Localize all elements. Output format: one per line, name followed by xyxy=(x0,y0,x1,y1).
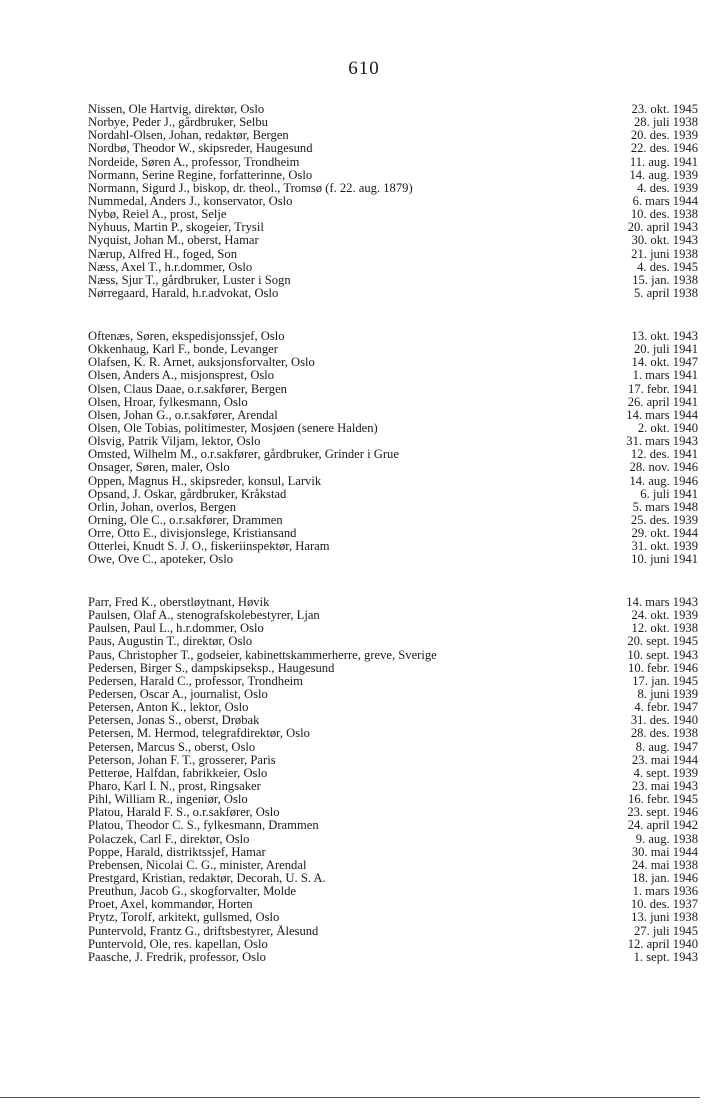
entry-name: Pharo, Karl I. N., prost, Ringsaker xyxy=(88,779,261,793)
entry-date: 22. des. 1946 xyxy=(630,141,698,156)
entry-date: 13. juni 1938 xyxy=(631,910,698,925)
section-n-entries xyxy=(88,103,698,300)
list-item xyxy=(88,898,698,911)
entry-date: 21. juni 1938 xyxy=(631,246,698,261)
list-item xyxy=(88,435,698,448)
entry-date: 29. okt. 1944 xyxy=(631,526,698,541)
entry-name: Paus, Augustin T., direktør, Oslo xyxy=(88,635,253,649)
list-item xyxy=(88,609,698,622)
entry-name: Paulsen, Olaf A., stenografskolebestyrer, Ljan xyxy=(88,609,320,623)
list-item xyxy=(88,527,698,540)
entry-date: 23. mai 1943 xyxy=(631,778,698,793)
list-item xyxy=(88,383,698,396)
entry-name: Preuthun, Jacob G., skogforvalter, Molde xyxy=(88,885,296,899)
list-item xyxy=(88,422,698,435)
entry-name: Okkenhaug, Karl F., bonde, Levanger xyxy=(88,343,278,357)
page-number: 610 xyxy=(348,58,380,79)
entry-name: Paulsen, Paul L., h.r.dommer, Oslo xyxy=(88,622,264,636)
entry-name: Oftenæs, Søren, ekspedisjonssjef, Oslo xyxy=(88,330,285,343)
list-item xyxy=(88,793,698,806)
list-item xyxy=(88,343,698,356)
entry-name: Parr, Fred K., oberstløytnant, Høvik xyxy=(88,596,270,609)
entry-name: Olsen, Hroar, fylkesmann, Oslo xyxy=(88,395,248,409)
entry-name: Platou, Theodor C. S., fylkesmann, Drammen xyxy=(88,819,319,833)
entry-name: Petersen, M. Hermod, telegrafdirektør, Oslo xyxy=(88,727,310,741)
entry-name: Pihl, William R., ingeniør, Oslo xyxy=(88,793,248,807)
entry-date: 28. des. 1938 xyxy=(630,726,698,741)
entry-date: 17. jan. 1945 xyxy=(632,673,698,688)
entry-date: 1. mars 1936 xyxy=(632,884,698,899)
list-item xyxy=(88,596,698,609)
list-item xyxy=(88,208,698,221)
entry-date: 20. juli 1941 xyxy=(633,342,698,357)
list-item xyxy=(88,248,698,261)
list-item xyxy=(88,234,698,247)
entry-name: Norbye, Peder J., gårdbruker, Selbu xyxy=(88,116,268,130)
entry-date: 14. aug. 1939 xyxy=(629,167,698,182)
entry-name: Nærup, Alfred H., foged, Son xyxy=(88,247,238,261)
list-item xyxy=(88,274,698,287)
entry-date: 6. juli 1941 xyxy=(640,486,698,501)
entry-name: Næss, Sjur T., gårdbruker, Luster i Sogn xyxy=(88,273,291,287)
entry-name: Nybø, Reiel A., prost, Selje xyxy=(88,208,227,222)
list-item xyxy=(88,501,698,514)
entry-date: 28. juli 1938 xyxy=(633,115,698,130)
entry-date: 12. des. 1941 xyxy=(630,447,698,462)
list-item xyxy=(88,872,698,885)
entry-date: 20. sept. 1945 xyxy=(627,634,698,649)
list-item xyxy=(88,911,698,924)
list-item xyxy=(88,833,698,846)
entry-name: Petterøe, Halfdan, fabrikkeier, Oslo xyxy=(88,766,268,780)
entry-date: 28. nov. 1946 xyxy=(629,460,698,475)
entry-date: 1. sept. 1943 xyxy=(633,949,698,964)
entry-name: Owe, Ove C., apoteker, Oslo xyxy=(88,553,233,567)
entry-name: Puntervold, Ole, res. kapellan, Oslo xyxy=(88,937,268,951)
entry-name: Normann, Sigurd J., biskop, dr. theol., Tromsø (f. 22. aug. 1879) xyxy=(88,181,413,195)
list-item xyxy=(88,754,698,767)
list-item xyxy=(88,514,698,527)
entry-name: Petersen, Anton K., lektor, Oslo xyxy=(88,701,249,715)
entry-name: Olsen, Ole Tobias, politimester, Mosjøen (senere Halden) xyxy=(88,421,378,435)
list-item xyxy=(88,156,698,169)
entry-date: 14. aug. 1946 xyxy=(629,473,698,488)
list-item xyxy=(88,622,698,635)
entry-name: Oppen, Magnus H., skipsreder, konsul, Larvik xyxy=(88,474,322,488)
list-item xyxy=(88,129,698,142)
list-item xyxy=(88,553,698,566)
entry-name: Proet, Axel, kommandør, Horten xyxy=(88,898,253,912)
entry-date: 5. mars 1948 xyxy=(632,499,698,514)
list-item xyxy=(88,103,698,116)
entry-name: Polaczek, Carl F., direktør, Oslo xyxy=(88,832,250,846)
entry-date: 14. okt. 1947 xyxy=(631,355,698,370)
entry-name: Orre, Otto E., divisjonslege, Kristiansand xyxy=(88,527,297,541)
entry-name: Olsen, Anders A., misjonsprest, Oslo xyxy=(88,369,275,383)
entry-date: 31. mars 1943 xyxy=(626,434,698,449)
entry-name: Peterson, Johan F. T., grosserer, Paris xyxy=(88,753,276,767)
list-item xyxy=(88,475,698,488)
list-item xyxy=(88,662,698,675)
list-item xyxy=(88,142,698,155)
list-item xyxy=(88,688,698,701)
entry-date: 31. des. 1940 xyxy=(630,713,698,728)
entry-date: 8. juni 1939 xyxy=(637,686,698,701)
entry-date: 11. aug. 1941 xyxy=(629,154,698,169)
list-item xyxy=(88,182,698,195)
list-item xyxy=(88,488,698,501)
entry-date: 26. april 1941 xyxy=(627,394,698,409)
entry-name: Nyhuus, Martin P., skogeier, Trysil xyxy=(88,221,264,235)
entry-name: Petersen, Marcus S., oberst, Oslo xyxy=(88,740,256,754)
section-p-entries xyxy=(88,596,698,964)
entry-date: 9. aug. 1938 xyxy=(635,831,698,846)
entry-name: Nordahl-Olsen, Johan, redaktør, Bergen xyxy=(88,129,289,143)
entry-name: Nordeide, Søren A., professor, Trondheim xyxy=(88,155,300,169)
entry-date: 8. aug. 1947 xyxy=(635,739,698,754)
entry-date: 24. okt. 1939 xyxy=(631,608,698,623)
list-item xyxy=(88,727,698,740)
entry-date: 25. des. 1939 xyxy=(630,512,698,527)
list-item xyxy=(88,330,698,343)
entry-date: 5. april 1938 xyxy=(633,285,698,300)
entry-date: 14. mars 1943 xyxy=(626,595,698,609)
entry-name: Puntervold, Frantz G., driftsbestyrer, Ålesund xyxy=(88,924,319,938)
entry-name: Olsen, Claus Daae, o.r.sakfører, Bergen xyxy=(88,382,287,396)
entry-name: Normann, Serine Regine, forfatterinne, Oslo xyxy=(88,168,313,182)
entry-name: Næss, Axel T., h.r.dommer, Oslo xyxy=(88,260,253,274)
entry-date: 10. juni 1941 xyxy=(631,552,698,567)
entry-name: Opsand, J. Oskar, gårdbruker, Kråkstad xyxy=(88,487,287,501)
list-item xyxy=(88,819,698,832)
entry-name: Olafsen, K. R. Arnet, auksjonsforvalter, Oslo xyxy=(88,356,315,370)
entry-date: 20. april 1943 xyxy=(627,220,698,235)
entry-date: 15. jan. 1938 xyxy=(632,272,698,287)
entry-date: 16. febr. 1945 xyxy=(628,792,698,807)
entry-date: 10. des. 1938 xyxy=(630,207,698,222)
entry-date: 1. mars 1941 xyxy=(632,368,698,383)
list-item xyxy=(88,938,698,951)
entry-name: Onsager, Søren, maler, Oslo xyxy=(88,461,230,475)
list-item xyxy=(88,169,698,182)
entry-date: 17. febr. 1941 xyxy=(628,381,698,396)
entry-date: 20. des. 1939 xyxy=(630,128,698,143)
list-item xyxy=(88,461,698,474)
entry-name: Platou, Harald F. S., o.r.sakfører, Oslo xyxy=(88,806,280,820)
entry-name: Petersen, Jonas S., oberst, Drøbak xyxy=(88,714,260,728)
entry-name: Paus, Christopher T., godseier, kabinettskammerherre, greve, Sverige xyxy=(88,648,437,662)
entry-date: 23. sept. 1946 xyxy=(627,805,698,820)
entry-date: 6. mars 1944 xyxy=(632,193,698,208)
list-item xyxy=(88,885,698,898)
list-item xyxy=(88,806,698,819)
list-item xyxy=(88,356,698,369)
list-item xyxy=(88,925,698,938)
entry-name: Nissen, Ole Hartvig, direktør, Oslo xyxy=(88,103,265,116)
entry-name: Orning, Ole C., o.r.sakfører, Drammen xyxy=(88,513,283,527)
entry-date: 10. des. 1937 xyxy=(630,897,698,912)
page-bottom-rule xyxy=(0,1097,700,1098)
entry-name: Nummedal, Anders J., konservator, Oslo xyxy=(88,194,293,208)
entry-name: Olsvig, Patrik Viljam, lektor, Oslo xyxy=(88,435,261,449)
entry-name: Omsted, Wilhelm M., o.r.sakfører, gårdbruker, Grinder i Grue xyxy=(88,448,399,462)
entry-date: 2. okt. 1940 xyxy=(637,420,698,435)
list-item xyxy=(88,261,698,274)
entry-name: Nyquist, Johan M., oberst, Hamar xyxy=(88,234,259,248)
list-item xyxy=(88,221,698,234)
entry-name: Pedersen, Birger S., dampskipseksp., Haugesund xyxy=(88,661,335,675)
entry-date: 12. okt. 1938 xyxy=(631,621,698,636)
entry-date: 4. des. 1945 xyxy=(637,259,698,274)
list-item xyxy=(88,540,698,553)
entry-name: Olsen, Johan G., o.r.sakfører, Arendal xyxy=(88,408,278,422)
entry-date: 24. mai 1938 xyxy=(631,857,698,872)
entry-name: Orlin, Johan, overlos, Bergen xyxy=(88,500,237,514)
entry-date: 30. okt. 1943 xyxy=(631,233,698,248)
entry-name: Nordbø, Theodor W., skipsreder, Haugesund xyxy=(88,142,313,156)
list-item xyxy=(88,409,698,422)
list-item xyxy=(88,116,698,129)
list-item xyxy=(88,780,698,793)
entry-date: 4. des. 1939 xyxy=(637,180,698,195)
list-item xyxy=(88,287,698,300)
section-o-entries xyxy=(88,330,698,567)
list-item xyxy=(88,396,698,409)
list-item xyxy=(88,846,698,859)
entry-date: 31. okt. 1939 xyxy=(631,539,698,554)
list-item xyxy=(88,701,698,714)
list-item xyxy=(88,649,698,662)
entry-date: 12. april 1940 xyxy=(627,936,698,951)
entry-name: Paasche, J. Fredrik, professor, Oslo xyxy=(88,950,266,964)
entry-date: 23. mai 1944 xyxy=(631,752,698,767)
entry-date: 4. febr. 1947 xyxy=(634,700,698,715)
entry-date: 24. april 1942 xyxy=(627,818,698,833)
entry-name: Prebensen, Nicolai C. G., minister, Arendal xyxy=(88,858,307,872)
entry-date: 27. juli 1945 xyxy=(633,923,698,938)
list-item xyxy=(88,951,698,964)
list-item xyxy=(88,448,698,461)
entry-date: 18. jan. 1946 xyxy=(632,870,698,885)
entry-name: Prytz, Torolf, arkitekt, gullsmed, Oslo xyxy=(88,911,280,925)
entry-date: 23. okt. 1945 xyxy=(631,102,698,116)
list-item xyxy=(88,369,698,382)
list-item xyxy=(88,859,698,872)
entry-name: Poppe, Harald, distriktssjef, Hamar xyxy=(88,845,266,859)
entry-name: Pedersen, Oscar A., journalist, Oslo xyxy=(88,687,268,701)
entry-date: 14. mars 1944 xyxy=(626,407,698,422)
list-item xyxy=(88,675,698,688)
entry-name: Otterlei, Knudt S. J. O., fiskeriinspektør, Haram xyxy=(88,540,330,554)
entry-date: 10. sept. 1943 xyxy=(627,647,698,662)
list-item xyxy=(88,635,698,648)
list-item xyxy=(88,741,698,754)
list-item xyxy=(88,714,698,727)
entry-date: 10. febr. 1946 xyxy=(628,660,698,675)
entry-date: 13. okt. 1943 xyxy=(631,329,698,343)
entry-date: 4. sept. 1939 xyxy=(633,765,698,780)
entry-date: 30. mai 1944 xyxy=(631,844,698,859)
entry-name: Pedersen, Harald C., professor, Trondheim xyxy=(88,674,303,688)
list-item xyxy=(88,195,698,208)
entry-name: Nørregaard, Harald, h.r.advokat, Oslo xyxy=(88,286,279,300)
entry-name: Prestgard, Kristian, redaktør, Decorah, U. S. A. xyxy=(88,871,326,885)
list-item xyxy=(88,767,698,780)
